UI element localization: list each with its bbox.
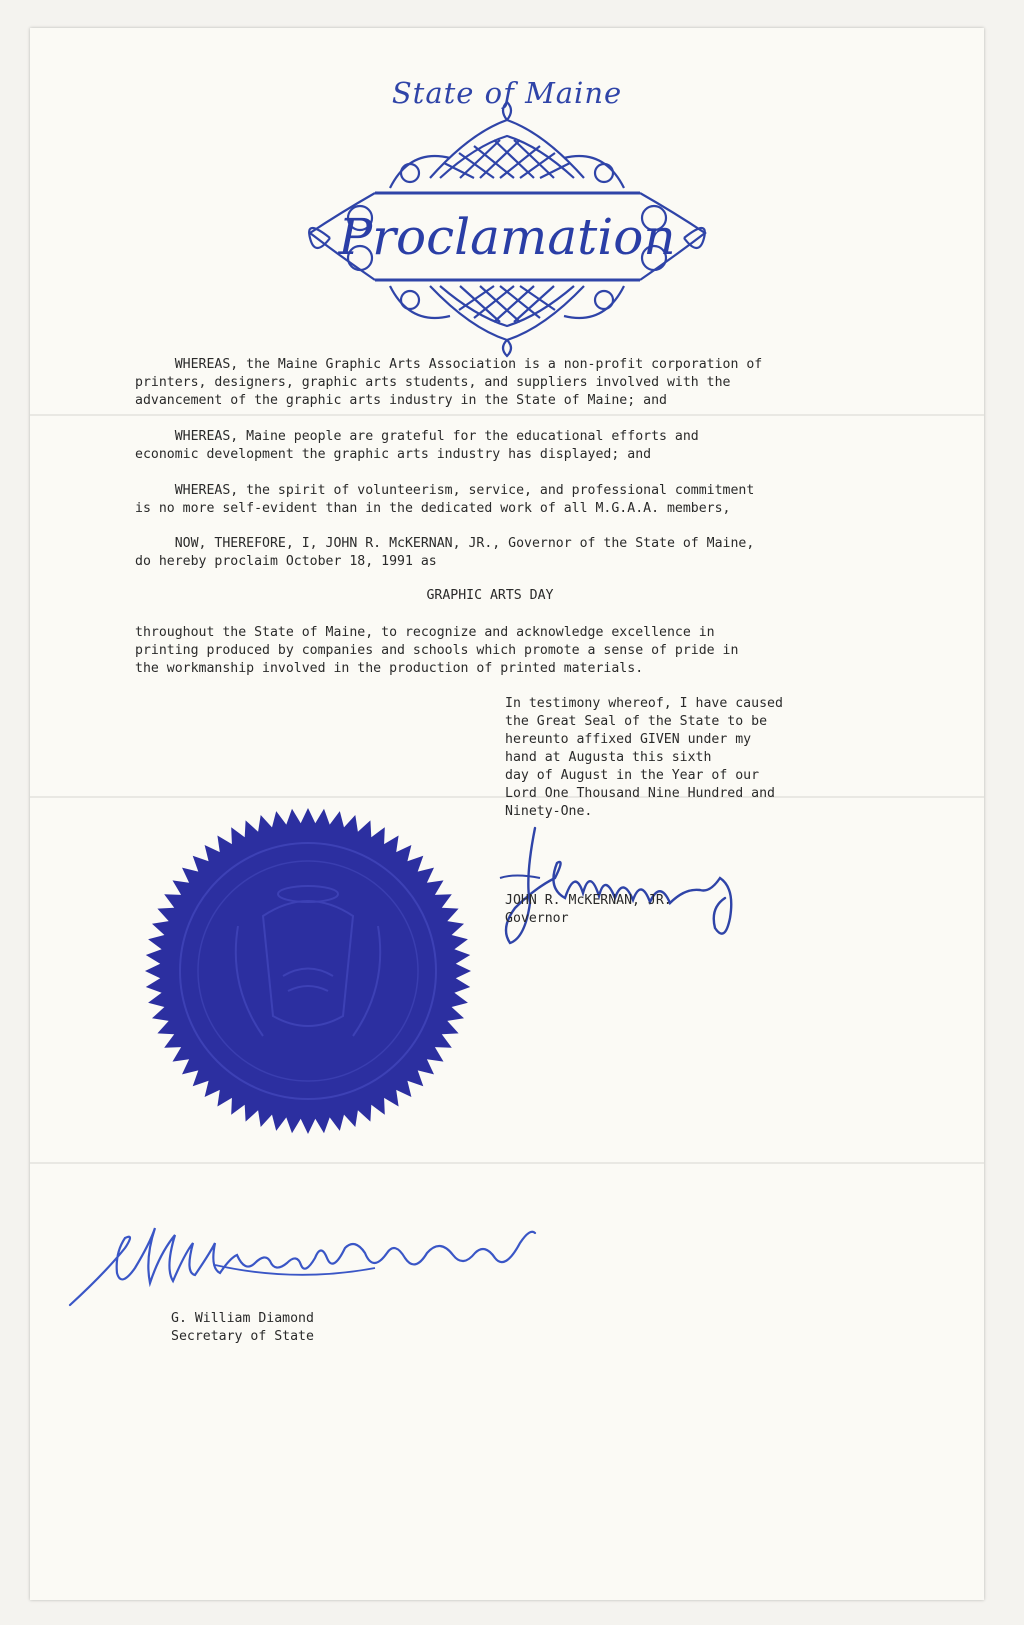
ornamental-flourish-icon: [30, 28, 984, 358]
day-title: GRAPHIC ARTS DAY: [426, 588, 554, 603]
proclamation-heading: Proclamation: [338, 208, 676, 266]
testimony-block: In testimony whereof, I have caused the Great Seal of the State to be hereunto affixed GIVEN under my hand at Augusta this sixth day of August in the Year of our Lord One Thousand Nine Hundred and Ninety-One.: [505, 696, 783, 819]
paper-fold-line: [30, 1162, 984, 1164]
whereas-paragraph-1: WHEREAS, the Maine Graphic Arts Association is a non-profit corporation of printers, designers, graphic arts students, and suppliers involved with the advancement of the graphic arts industry in the State of Maine; and: [135, 357, 763, 408]
now-therefore-paragraph: NOW, THEREFORE, I, JOHN R. McKERNAN, JR., Governor of the State of Maine, do hereby proclaim October 18, 1991 as: [135, 536, 755, 569]
secretary-block: [171, 1310, 314, 1346]
state-title: State of Maine: [391, 76, 623, 110]
secretary-title: Secretary of State: [171, 1329, 314, 1344]
secretary-signature-icon: [65, 1213, 565, 1313]
whereas-paragraph-3: WHEREAS, the spirit of volunteerism, service, and professional commitment is no more self-evident than in the dedicated work of all M.G.A.A. members,: [135, 483, 755, 516]
governor-block: [505, 892, 672, 928]
secretary-name: G. William Diamond: [171, 1311, 314, 1326]
great-seal-icon: [143, 806, 473, 1136]
paper-fold-line: [30, 414, 984, 416]
closing-paragraph: throughout the State of Maine, to recognize and acknowledge excellence in printing produced by companies and schools which promote a sense of pride in the workmanship involved in the production of printed materials.: [135, 625, 739, 676]
document-header: [30, 28, 984, 358]
proclamation-document: [30, 28, 984, 1600]
governor-signature-icon: [495, 818, 755, 948]
whereas-paragraph-2: WHEREAS, Maine people are grateful for the educational efforts and economic development the graphic arts industry has displayed; and: [135, 429, 699, 462]
governor-name: JOHN R. McKERNAN, JR.: [505, 893, 672, 908]
governor-title: Governor: [505, 911, 569, 926]
